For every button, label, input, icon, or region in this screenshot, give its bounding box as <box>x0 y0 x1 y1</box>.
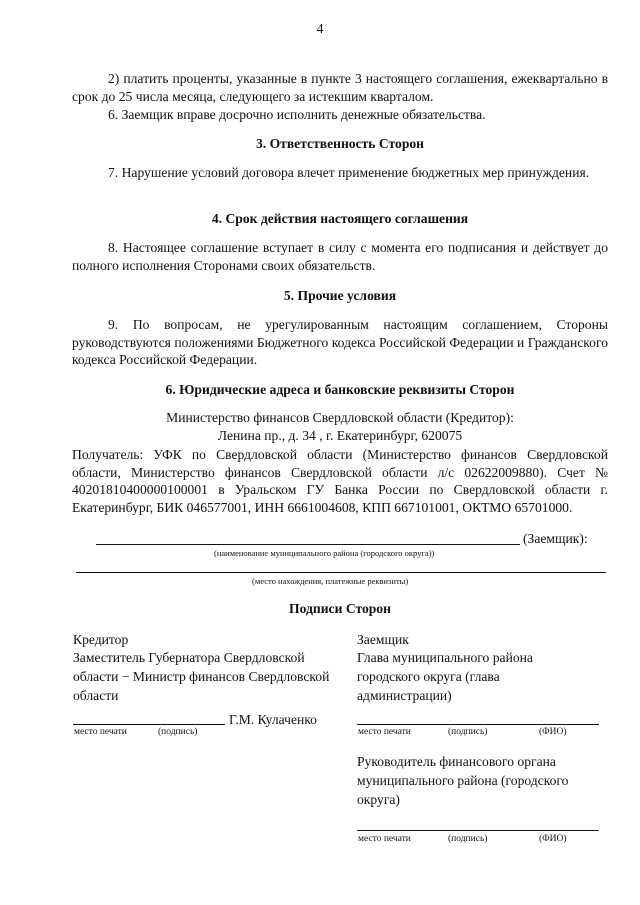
page-number: 4 <box>316 22 324 37</box>
creditor-heading: Кредитор <box>73 632 129 647</box>
borrower-sign-label: (подпись) <box>448 727 488 737</box>
borrower-signature-line <box>357 724 599 725</box>
finance-head-sign-label: (подпись) <box>448 834 488 844</box>
section-6-heading: 6. Юридические адреса и банковские реквизиты Сторон <box>165 382 515 397</box>
creditor-name: Министерство финансов Свердловской области (Кредитор): <box>166 410 514 425</box>
finance-head-signature-line <box>357 830 599 831</box>
borrower-location-hint: (место нахождения, платежные реквизиты) <box>252 576 409 586</box>
borrower-name-hint: (наименование муниципального района (городского округа)) <box>214 548 435 558</box>
finance-head-seal-label: место печати <box>358 834 411 844</box>
paragraph-8: 8. Настоящее соглашение вступает в силу с момента его подписания и действует до полного исполнения Сторонами своих обязательств. <box>72 240 608 273</box>
borrower-location-line <box>76 572 606 573</box>
borrower-suffix: (Заемщик): <box>523 531 588 546</box>
finance-head-position: Руководитель финансового органа муниципального района (городского округа) <box>357 754 569 807</box>
paragraph-9: 9. По вопросам, не урегулированным настоящим соглашением, Стороны руководствуются положениями Бюджетного кодекса Российской Федерации и Гражданского кодекса Российской Федерации. <box>72 317 608 367</box>
creditor-address: Ленина пр., д. 34 , г. Екатеринбург, 620075 <box>217 428 463 443</box>
recipient-details: Получатель: УФК по Свердловской области (Министерство финансов Свердловской области, Министерство финансов Свердловской области л/с 02622009880). Счет № 40201810400000100001 в Уральском ГУ Банка России по Свердловской области г. Екатеринбург, БИК 046577001, ИНН 6661004608, КПП 667101001, ОКТМО 65701000. <box>72 447 608 515</box>
paragraph-5-2: 2) платить проценты, указанные в пункте 3 настоящего соглашения, ежеквартально в срок до 25 числа месяца, следующего за истекшим кварталом. <box>72 71 608 104</box>
borrower-position: Глава муниципального района городского округа (глава администрации) <box>357 650 533 703</box>
section-5-heading: 5. Прочие условия <box>283 288 397 303</box>
borrower-fio-label: (ФИО) <box>539 727 567 737</box>
finance-head-fio-label: (ФИО) <box>539 834 567 844</box>
creditor-sign-label: (подпись) <box>158 727 198 737</box>
creditor-signer-name: Г.М. Кулаченко <box>229 712 317 727</box>
creditor-signature-line <box>73 724 225 725</box>
section-4-heading: 4. Срок действия настоящего соглашения <box>211 211 469 226</box>
borrower-heading: Заемщик <box>357 632 409 647</box>
paragraph-6: 6. Заемщик вправе досрочно исполнить денежные обязательства. <box>108 107 486 122</box>
borrower-seal-label: место печати <box>358 727 411 737</box>
creditor-seal-label: место печати <box>74 727 127 737</box>
borrower-name-line <box>96 544 520 545</box>
signatures-heading: Подписи Сторон <box>289 601 391 616</box>
paragraph-7: 7. Нарушение условий договора влечет применение бюджетных мер принуждения. <box>108 165 590 180</box>
section-3-heading: 3. Ответственность Сторон <box>255 136 425 151</box>
creditor-position: Заместитель Губернатора Свердловской области − Министр финансов Свердловской области <box>73 650 330 703</box>
